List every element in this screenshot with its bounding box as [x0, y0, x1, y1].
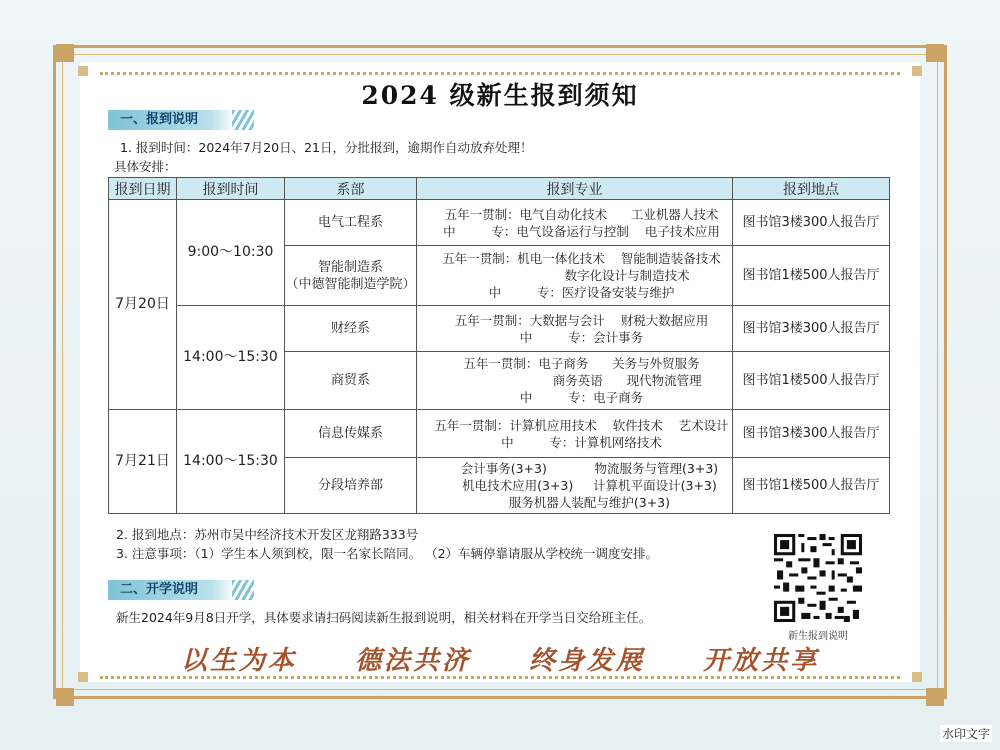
corner-ornament-tr	[926, 44, 944, 62]
header-date: 报到日期	[109, 178, 177, 200]
section-heading-school-start	[108, 580, 236, 600]
major-line: 五年一贯制：计算机应用技术 软件技术 艺术设计	[434, 417, 729, 433]
location-cell: 图书馆1楼500人报告厅	[733, 458, 890, 514]
dept-cell: 信息传媒系	[285, 410, 417, 458]
page-title: 2024 级新生报到须知	[361, 81, 639, 110]
table-row	[109, 306, 890, 352]
major-line: 五年一贯制：大数据与会计 财税大数据应用	[454, 312, 709, 328]
major-line: 中 专：会计事务	[519, 329, 644, 345]
major-line: 中 专：电子商务	[519, 390, 644, 405]
location-cell: 图书馆3楼300人报告厅	[733, 200, 890, 246]
watermark-text: 水印文字	[941, 727, 990, 741]
schedule-table	[108, 177, 890, 514]
header-dept: 系部	[285, 178, 417, 200]
dept-subname: （中德智能制造学院）	[285, 276, 416, 292]
location-cell: 图书馆1楼500人报告厅	[733, 246, 890, 306]
section-heading-label: 一、报到说明	[120, 112, 199, 127]
major-cell	[417, 458, 733, 514]
top-dotted-border	[100, 72, 900, 75]
schedule-intro-text: 具体安排：	[114, 159, 177, 174]
major-line: 中 专：医疗设备安装与维护	[488, 285, 675, 300]
registration-time-text: 1. 报到时间：2024年7月20日、21日，分批报到，逾期作自动放弃处理！	[120, 140, 533, 155]
time-cell: 14:00～15:30	[177, 306, 285, 410]
major-line: 商务英语 现代物流管理	[461, 373, 702, 388]
corner-ornament-bl	[56, 688, 74, 706]
major-line: 五年一贯制：机电一体化技术 智能制造装备技术	[442, 251, 721, 266]
corner-ornament-tl	[56, 44, 74, 62]
dept-cell: 分段培养部	[285, 458, 417, 514]
major-cell	[417, 352, 733, 410]
major-line: 中 专：计算机网络技术	[501, 434, 662, 450]
header-major: 报到专业	[417, 178, 733, 200]
dept-cell: 财经系	[285, 306, 417, 352]
school-motto	[0, 640, 1000, 677]
location-cell: 图书馆1楼500人报告厅	[733, 352, 890, 410]
date-cell: 7月21日	[109, 410, 177, 514]
table-row	[109, 200, 890, 246]
section-heading-registration	[108, 110, 236, 130]
motto-phrase: 德法共济	[354, 646, 471, 676]
school-start-text: 新生2024年9月8日开学，具体要求请扫码阅读新生报到说明，相关材料在开学当日交给班主任。	[116, 610, 652, 625]
major-line: 五年一贯制：电气自动化技术 工业机器人技术	[444, 206, 719, 222]
major-cell	[417, 306, 733, 352]
table-header-row	[109, 178, 890, 200]
location-cell: 图书馆3楼300人报告厅	[733, 306, 890, 352]
dept-cell: 电气工程系	[285, 200, 417, 246]
major-line: 机电技术应用(3+3) 计算机平面设计(3+3)	[446, 478, 717, 493]
section-heading-stripe	[232, 110, 254, 130]
corner-ornament-tr-small	[912, 66, 922, 76]
qr-code-caption: 新生报到说明	[788, 631, 848, 642]
corner-ornament-tl-small	[78, 66, 88, 76]
major-line: 五年一贯制：电子商务 关务与外贸服务	[463, 356, 700, 371]
major-line: 会计事务(3+3) 物流服务与管理(3+3)	[444, 461, 719, 476]
major-line: 服务机器人装配与维护(3+3)	[492, 495, 671, 510]
motto-phrase: 终身发展	[529, 646, 646, 676]
location-cell: 图书馆3楼300人报告厅	[733, 410, 890, 458]
qr-code-icon[interactable]	[774, 534, 862, 622]
notice-text: 3. 注意事项：（1）学生本人须到校，限一名家长陪同。 （2）车辆停靠请服从学校统一调度安排。	[116, 546, 659, 561]
time-cell: 14:00～15:30	[177, 410, 285, 514]
motto-phrase: 以生为本	[180, 646, 297, 676]
date-cell: 7月20日	[109, 200, 177, 410]
major-line: 中 专：电气设备运行与控制 电子技术应用	[443, 223, 720, 239]
major-cell	[417, 410, 733, 458]
header-time: 报到时间	[177, 178, 285, 200]
corner-ornament-br	[926, 688, 944, 706]
dept-name: 智能制造系	[317, 259, 383, 275]
section-heading-label: 二、开学说明	[120, 582, 199, 597]
major-line: 数字化设计与制造技术	[473, 268, 690, 283]
registration-location-text: 2. 报到地点：苏州市吴中经济技术开发区龙翔路333号	[116, 527, 419, 542]
major-cell	[417, 200, 733, 246]
section-heading-stripe	[232, 580, 254, 600]
header-location: 报到地点	[733, 178, 890, 200]
major-cell	[417, 246, 733, 306]
dept-cell	[285, 246, 417, 306]
dept-cell: 商贸系	[285, 352, 417, 410]
time-cell: 9:00～10:30	[177, 200, 285, 306]
motto-phrase: 开放共享	[703, 646, 820, 676]
table-row	[109, 410, 890, 458]
